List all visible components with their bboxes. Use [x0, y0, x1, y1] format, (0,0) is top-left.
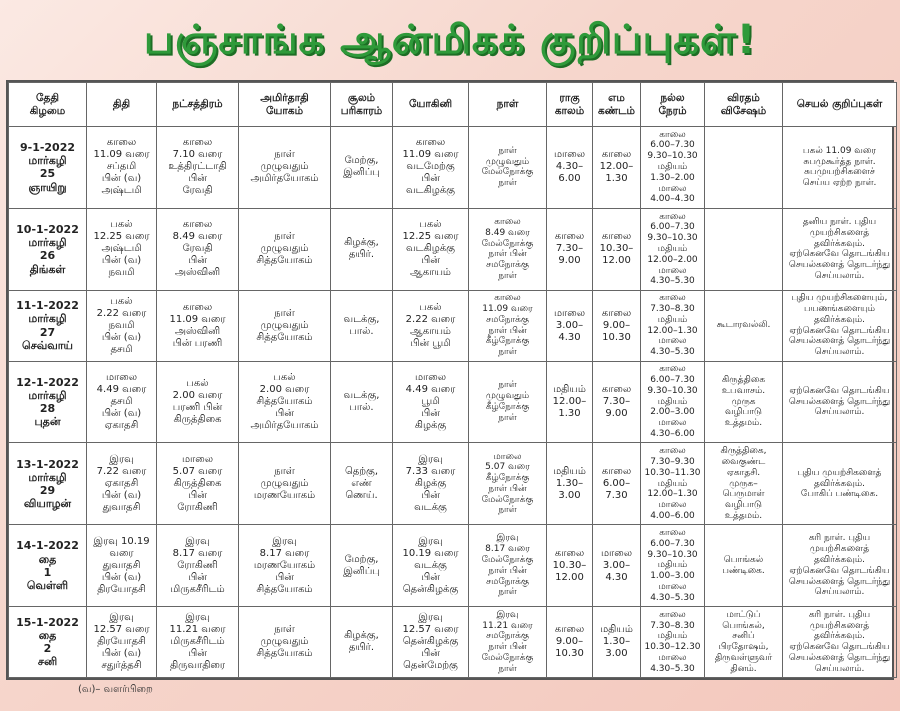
- cell-rahu: மாலை 4.30– 6.00: [547, 127, 593, 209]
- cell-soolam: கிழக்கு, தயிர்.: [331, 208, 393, 290]
- header-row: [9, 83, 897, 127]
- col-header-date: தேதி கிழமை: [9, 83, 87, 127]
- col-header-nalla-neram: நல்ல நேரம்: [641, 83, 705, 127]
- cell-date: 10-1-2022 மார்கழி 26 திங்கள்: [9, 208, 87, 290]
- cell-ema: மாலை 3.00– 4.30: [593, 525, 641, 607]
- cell-ema: காலை 6.00– 7.30: [593, 443, 641, 525]
- cell-rahu: மதியம் 12.00– 1.30: [547, 361, 593, 443]
- cell-rahu: காலை 10.30– 12.00: [547, 525, 593, 607]
- table-row: [9, 525, 897, 607]
- cell-ema: மதியம் 1.30– 3.00: [593, 607, 641, 678]
- cell-nakshatra: காலை 7.10 வரை உத்திரட்டாதி பின் ரேவதி: [157, 127, 239, 209]
- cell-yogini: பகல் 12.25 வரை வடகிழக்கு பின் ஆகாயம்: [393, 208, 469, 290]
- cell-rahu: மதியம் 1.30– 3.00: [547, 443, 593, 525]
- cell-naal: நாள் முழுவதும் மேல்நோக்கு நாள்: [469, 127, 547, 209]
- cell-soolam: மேற்கு, இனிப்பு: [331, 525, 393, 607]
- col-header-rahu: ராகு காலம்: [547, 83, 593, 127]
- cell-viratham: பொங்கல் பண்டிகை.: [705, 525, 783, 607]
- table-row: [9, 290, 897, 361]
- col-header-viratham: விரதம் விசேஷம்: [705, 83, 783, 127]
- cell-nakshatra: மாலை 5.07 வரை கிருத்திகை பின் ரோகிணி: [157, 443, 239, 525]
- cell-nalla-neram: காலை 6.00–7.30 9.30–10.30 மதியம் 2.00–3.00 மாலை 4.30–6.00: [641, 361, 705, 443]
- cell-date: 14-1-2022 தை 1 வெள்ளி: [9, 525, 87, 607]
- col-header-notes: செயல் குறிப்புகள்: [783, 83, 897, 127]
- col-header-thithi: திதி: [87, 83, 157, 127]
- cell-nalla-neram: காலை 6.00–7.30 9.30–10.30 மதியம் 1.00–3.00 மாலை 4.30–5.30: [641, 525, 705, 607]
- cell-notes: ஏற்கெனவே தொடங்கிய செயல்களைத் தொடர்ந்து செய்யலாம்.: [783, 361, 897, 443]
- table-row: [9, 443, 897, 525]
- cell-yogini: மாலை 4.49 வரை பூமி பின் கிழக்கு: [393, 361, 469, 443]
- cell-date: 9-1-2022 மார்கழி 25 ஞாயிறு: [9, 127, 87, 209]
- footnote: (வ)– வளர்பிறை: [78, 684, 153, 695]
- cell-yogam: நாள் முழுவதும் அமிர்தயோகம்: [239, 127, 331, 209]
- cell-notes: புதிய முயற்சிகளைத் தவிர்க்கவும். போகிப் பண்டிகை.: [783, 443, 897, 525]
- cell-yogini: இரவு 10.19 வரை வடக்கு பின் தென்கிழக்கு: [393, 525, 469, 607]
- cell-nalla-neram: காலை 7.30–8.30 மதியம் 12.00–1.30 மாலை 4.30–5.30: [641, 290, 705, 361]
- cell-date: 11-1-2022 மார்கழி 27 செவ்வாய்: [9, 290, 87, 361]
- cell-naal: இரவு 11.21 வரை சமநோக்கு நாள் பின் மேல்நோக்கு நாள்: [469, 607, 547, 678]
- cell-notes: பகல் 11.09 வரை சுபமுகூர்த்த நாள். சுபமுயற்சிகளைச் செய்ய ஏற்ற நாள்.: [783, 127, 897, 209]
- cell-nakshatra: காலை 8.49 வரை ரேவதி பின் அஸ்வினி: [157, 208, 239, 290]
- col-header-naal: நாள்: [469, 83, 547, 127]
- table-row: [9, 361, 897, 443]
- cell-nalla-neram: காலை 7.30–9.30 10.30–11.30 மதியம் 12.00–1.30 மாலை 4.00–6.00: [641, 443, 705, 525]
- table-row: [9, 208, 897, 290]
- page-title: பஞ்சாங்க ஆன்மிகக் குறிப்புகள்!: [143, 17, 757, 63]
- cell-ema: காலை 10.30– 12.00: [593, 208, 641, 290]
- cell-ema: காலை 12.00– 1.30: [593, 127, 641, 209]
- col-header-yogam: அமிர்தாதி யோகம்: [239, 83, 331, 127]
- cell-thithi: இரவு 10.19 வரை துவாதசி பின் (வ) திரயோதசி: [87, 525, 157, 607]
- cell-notes: தனிய நாள். புதிய முயற்சிகளைத் தவிர்க்கவும். ஏற்கெனவே தொடங்கிய செயல்களைத் தொடர்ந்து செய்யலாம்.: [783, 208, 897, 290]
- cell-notes: கரி நாள். புதிய முயற்சிகளைத் தவிர்க்கவும். ஏற்கெனவே தொடங்கிய செயல்களைத் தொடர்ந்து செய்யலாம்.: [783, 607, 897, 678]
- cell-nakshatra: காலை 11.09 வரை அஸ்வினி பின் பரணி: [157, 290, 239, 361]
- cell-viratham: கிருத்திகை உபவாசம். முருக வழிபாடு உத்தமம்.: [705, 361, 783, 443]
- cell-yogini: பகல் 2.22 வரை ஆகாயம் பின் பூமி: [393, 290, 469, 361]
- cell-viratham: [705, 208, 783, 290]
- cell-soolam: கிழக்கு, தயிர்.: [331, 607, 393, 678]
- cell-viratham: [705, 127, 783, 209]
- cell-yogam: பகல் 2.00 வரை சித்தயோகம் பின் அமிர்தயோகம்: [239, 361, 331, 443]
- cell-viratham: கிருத்திகை, வைகுண்ட ஏகாதசி. முருக– பெருமாள் வழிபாடு உத்தமம்.: [705, 443, 783, 525]
- cell-rahu: காலை 7.30– 9.00: [547, 208, 593, 290]
- cell-yogam: நாள் முழுவதும் சித்தயோகம்: [239, 607, 331, 678]
- cell-thithi: பகல் 2.22 வரை நவமி பின் (வ) தசமி: [87, 290, 157, 361]
- cell-thithi: காலை 11.09 வரை சப்தமி பின் (வ) அஷ்டமி: [87, 127, 157, 209]
- cell-date: 12-1-2022 மார்கழி 28 புதன்: [9, 361, 87, 443]
- cell-nakshatra: இரவு 8.17 வரை ரோகிணி பின் மிருகசீரிடம்: [157, 525, 239, 607]
- cell-thithi: மாலை 4.49 வரை தசமி பின் (வ) ஏகாதசி: [87, 361, 157, 443]
- cell-naal: மாலை 5.07 வரை கீழ்நோக்கு நாள் பின் மேல்நோக்கு நாள்: [469, 443, 547, 525]
- cell-naal: நாள் முழுவதும் கீழ்நோக்கு நாள்: [469, 361, 547, 443]
- cell-yogam: நாள் முழுவதும் சித்தயோகம்: [239, 208, 331, 290]
- panchangam-table-container: [6, 80, 894, 680]
- cell-thithi: பகல் 12.25 வரை அஷ்டமி பின் (வ) நவமி: [87, 208, 157, 290]
- cell-nakshatra: பகல் 2.00 வரை பரணி பின் கிருத்திகை: [157, 361, 239, 443]
- cell-yogini: இரவு 12.57 வரை தென்கிழக்கு பின் தென்மேற்கு: [393, 607, 469, 678]
- panchangam-table: [8, 82, 897, 678]
- cell-yogam: நாள் முழுவதும் மரணயோகம்: [239, 443, 331, 525]
- cell-soolam: வடக்கு, பால்.: [331, 361, 393, 443]
- cell-soolam: வடக்கு, பால்.: [331, 290, 393, 361]
- cell-ema: காலை 9.00– 10.30: [593, 290, 641, 361]
- cell-nalla-neram: காலை 7.30–8.30 மதியம் 10.30–12.30 மாலை 4.30–5.30: [641, 607, 705, 678]
- cell-naal: காலை 8.49 வரை மேல்நோக்கு நாள் பின் சமநோக்கு நாள்: [469, 208, 547, 290]
- cell-thithi: இரவு 12.57 வரை திரயோதசி பின் (வ) சதுர்த்தசி: [87, 607, 157, 678]
- cell-rahu: காலை 9.00– 10.30: [547, 607, 593, 678]
- cell-viratham: கூடாரவல்லி.: [705, 290, 783, 361]
- cell-nalla-neram: காலை 6.00–7.30 9.30–10.30 மதியம் 12.00–2.00 மாலை 4.30–5.30: [641, 208, 705, 290]
- table-row: [9, 127, 897, 209]
- cell-nalla-neram: காலை 6.00–7.30 9.30–10.30 மதியம் 1.30–2.00 மாலை 4.00–4.30: [641, 127, 705, 209]
- cell-thithi: இரவு 7.22 வரை ஏகாதசி பின் (வ) துவாதசி: [87, 443, 157, 525]
- cell-notes: கரி நாள். புதிய முயற்சிகளைத் தவிர்க்கவும். ஏற்கெனவே தொடங்கிய செயல்களைத் தொடர்ந்து செய்யலாம்.: [783, 525, 897, 607]
- cell-ema: காலை 7.30– 9.00: [593, 361, 641, 443]
- cell-date: 13-1-2022 மார்கழி 29 வியாழன்: [9, 443, 87, 525]
- cell-notes: புதிய முயற்சிகளையும், பயணங்களையும் தவிர்க்கவும். ஏற்கெனவே தொடங்கிய செயல்களைத் தொடர்ந்து செய்யலாம்.: [783, 290, 897, 361]
- col-header-yogini: யோகினி: [393, 83, 469, 127]
- col-header-soolam: சூலம் பரிகாரம்: [331, 83, 393, 127]
- col-header-ema: எம கண்டம்: [593, 83, 641, 127]
- table-row: [9, 607, 897, 678]
- cell-yogam: நாள் முழுவதும் சித்தயோகம்: [239, 290, 331, 361]
- cell-naal: இரவு 8.17 வரை மேல்நோக்கு நாள் பின் சமநோக்கு நாள்: [469, 525, 547, 607]
- cell-yogam: இரவு 8.17 வரை மரணயோகம் பின் சித்தயோகம்: [239, 525, 331, 607]
- cell-naal: காலை 11.09 வரை சமநோக்கு நாள் பின் கீழ்நோக்கு நாள்: [469, 290, 547, 361]
- cell-viratham: மாட்டுப் பொங்கல், சனிப் பிரதோஷம், திருவள்ளுவர் தினம்.: [705, 607, 783, 678]
- cell-soolam: மேற்கு, இனிப்பு: [331, 127, 393, 209]
- cell-date: 15-1-2022 தை 2 சனி: [9, 607, 87, 678]
- cell-soolam: தெற்கு, எண் ணெய்.: [331, 443, 393, 525]
- col-header-nakshatra: நட்சத்திரம்: [157, 83, 239, 127]
- cell-yogini: இரவு 7.33 வரை கிழக்கு பின் வடக்கு: [393, 443, 469, 525]
- cell-nakshatra: இரவு 11.21 வரை மிருகசீரிடம் பின் திருவாதிரை: [157, 607, 239, 678]
- cell-rahu: மாலை 3.00– 4.30: [547, 290, 593, 361]
- cell-yogini: காலை 11.09 வரை வடமேற்கு பின் வடகிழக்கு: [393, 127, 469, 209]
